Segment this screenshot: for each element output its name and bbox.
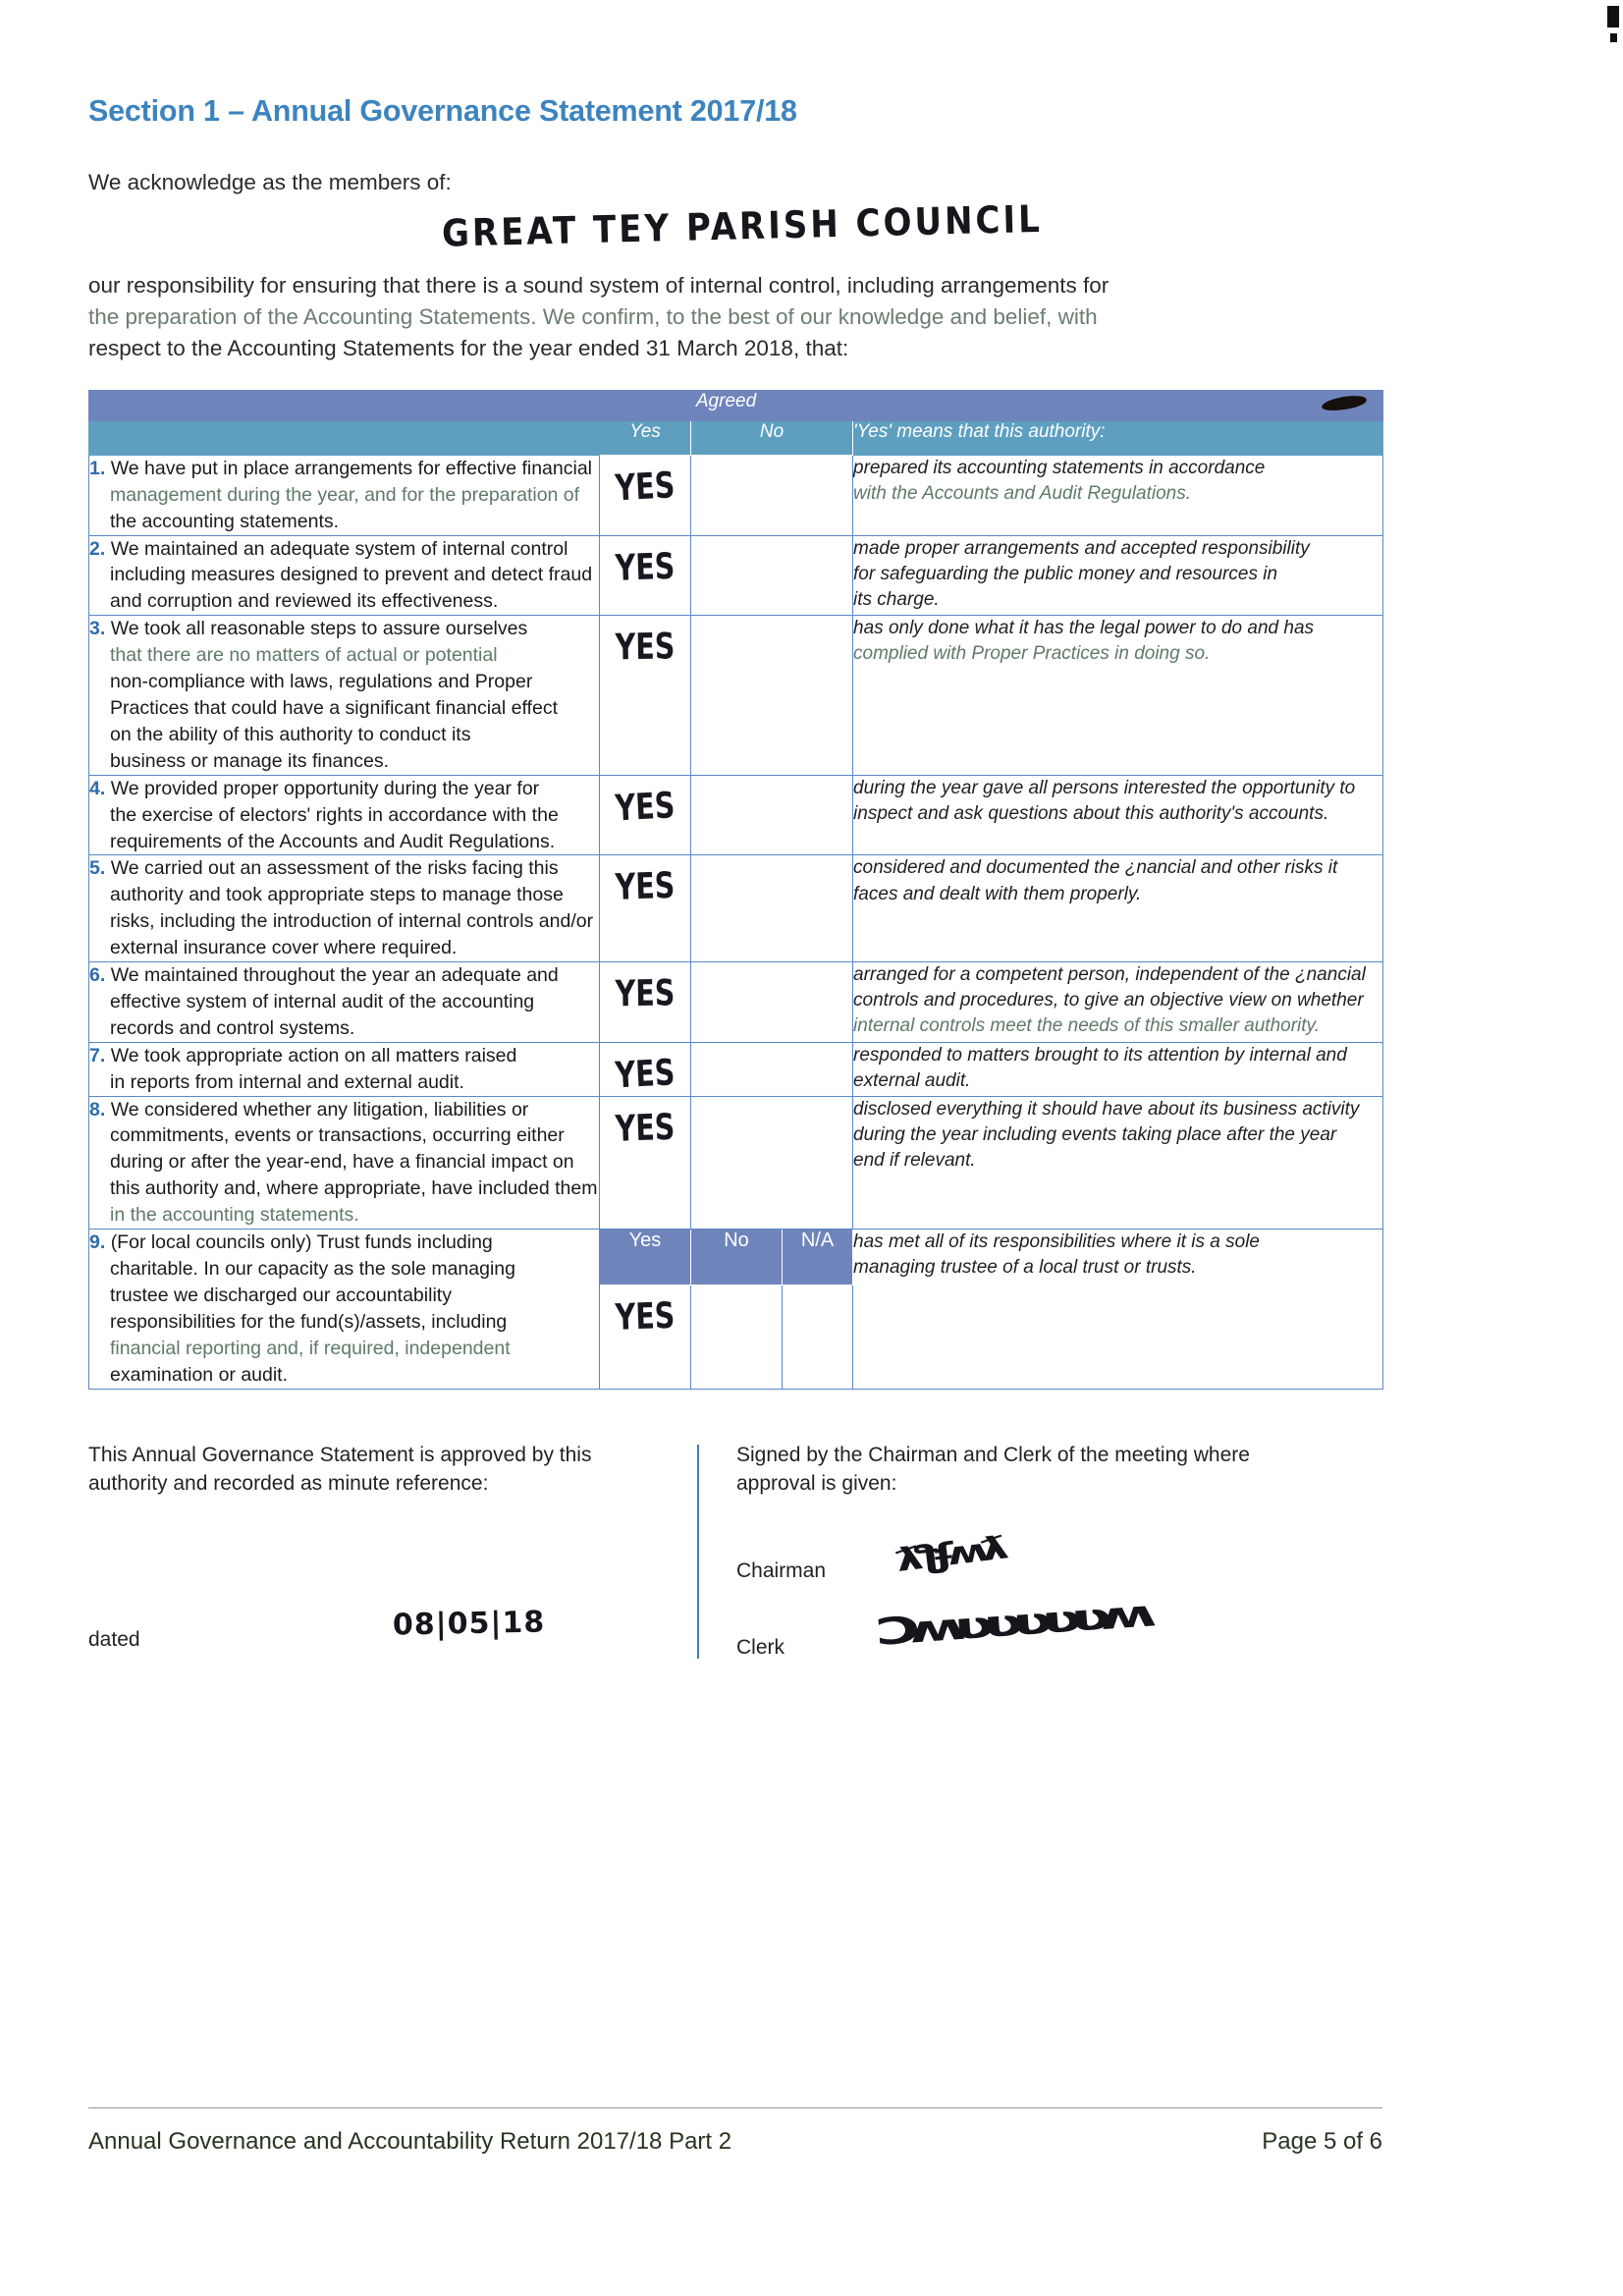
- statement-number: 8.: [89, 1098, 111, 1121]
- guidance-cell: [853, 855, 1383, 962]
- statement-number: 7.: [89, 1044, 111, 1066]
- statement-line: the exercise of electors' rights in accordance with the: [110, 803, 559, 826]
- guidance-cell: [853, 962, 1383, 1043]
- governance-statement-table: [88, 390, 1383, 1390]
- guidance-line: during the year including events taking place after the year: [853, 1123, 1337, 1145]
- table-row: [89, 775, 1383, 855]
- guidance-line: inspect and ask questions about this authority's accounts.: [853, 802, 1329, 824]
- statement-line: management during the year, and for the preparation of: [110, 483, 580, 506]
- approval-divider: [697, 1445, 699, 1659]
- statement-cell: [89, 1042, 600, 1096]
- signed-text-line-2: approval is given:: [736, 1472, 897, 1496]
- statement-cell: [89, 616, 600, 775]
- guidance-line: its charge.: [853, 588, 940, 610]
- guidance-line: controls and procedures, to give an objective view on whether: [853, 990, 1364, 1011]
- document-content: [88, 0, 1527, 1686]
- table-body: [89, 455, 1383, 1389]
- handwritten-answer: YES: [615, 972, 676, 1015]
- answer-yes-cell[interactable]: [600, 775, 691, 855]
- header-statement-cell: [89, 420, 600, 455]
- page-footer: [88, 2107, 1382, 2156]
- guidance-line: has only done what it has the legal power to do and has: [853, 618, 1315, 639]
- clerk-label: Clerk: [736, 1635, 785, 1659]
- guidance-line: managing trustee of a local trust or trusts.: [853, 1257, 1197, 1279]
- guidance-line: with the Accounts and Audit Regulations.: [853, 483, 1191, 505]
- statement-cell: [89, 962, 600, 1043]
- acknowledgement-line: We acknowledge as the members of:: [88, 170, 452, 194]
- statement-line: including measures designed to prevent and detect fraud: [110, 564, 593, 586]
- guidance-cell: [853, 1096, 1383, 1230]
- statement-cell: [89, 535, 600, 616]
- statement-line: We carried out an assessment of the risks facing this: [110, 857, 559, 880]
- guidance-cell: [853, 775, 1383, 855]
- statement-cell: [89, 775, 600, 855]
- statement-number: 6.: [89, 964, 111, 987]
- statement-line: charitable. In our capacity as the sole managing: [110, 1258, 515, 1280]
- statement-line: We took appropriate action on all matters raised: [110, 1044, 517, 1066]
- statement-line: Practices that could have a significant financial effect: [110, 696, 558, 719]
- signed-text-line-1: Signed by the Chairman and Clerk of the meeting where: [736, 1443, 1250, 1466]
- statement-line: requirements of the Accounts and Audit Regulations.: [110, 830, 556, 852]
- answer-yes-cell[interactable]: [600, 855, 691, 962]
- scan-artifact-mark: [1607, 6, 1619, 27]
- statement-line: effective system of internal audit of the accounting: [110, 990, 535, 1012]
- statement-line: (For local councils only) Trust funds including: [110, 1231, 493, 1254]
- statement-line: trustee we discharged our accountability: [110, 1284, 452, 1306]
- statement-line: this authority and, where appropriate, have included them: [110, 1177, 598, 1200]
- answer-no-cell[interactable]: [691, 1285, 783, 1389]
- guidance-line: responded to matters brought to its attention by internal and: [853, 1044, 1347, 1066]
- authority-name-field: [88, 195, 1527, 266]
- statement-line: We provided proper opportunity during the year for: [110, 777, 540, 799]
- statement-line: that there are no matters of actual or potential: [110, 644, 498, 667]
- answer-yes-cell[interactable]: [600, 535, 691, 616]
- table-row: [89, 1230, 1383, 1285]
- table-row: [89, 855, 1383, 962]
- header-agreed-label: Agreed: [695, 390, 757, 411]
- statement-cell: [89, 455, 600, 535]
- table-row: [89, 962, 1383, 1043]
- dated-value-handwritten: 08|05|18: [392, 1605, 546, 1643]
- statement-line: commitments, events or transactions, occurring either: [110, 1124, 565, 1147]
- statement-line: examination or audit.: [110, 1363, 289, 1386]
- dated-label: dated: [88, 1627, 140, 1651]
- statement-line: We maintained an adequate system of internal control: [110, 537, 568, 560]
- guidance-line: considered and documented the ¿nancial and other risks it: [853, 857, 1338, 879]
- table-row: [89, 616, 1383, 775]
- table-row: [89, 455, 1383, 535]
- chairman-label: Chairman: [736, 1558, 827, 1582]
- table-row: [89, 535, 1383, 616]
- statement-line: non-compliance with laws, regulations and Proper: [110, 671, 533, 693]
- answer-yes-cell[interactable]: [600, 455, 691, 535]
- guidance-cell: [853, 455, 1383, 535]
- guidance-line: made proper arrangements and accepted responsibility: [853, 537, 1310, 559]
- responsibility-line-3: respect to the Accounting Statements for the year ended 31 March 2018, that:: [88, 335, 849, 360]
- statement-line: risks, including the introduction of internal controls and/or: [110, 910, 594, 933]
- statement-number: 2.: [89, 537, 111, 560]
- handwritten-answer: YES: [614, 465, 676, 510]
- handwritten-answer: YES: [614, 865, 676, 909]
- responsibility-line-1: our responsibility for ensuring that there is a sound system of internal control, including arrangements for: [88, 273, 1109, 298]
- guidance-line: for safeguarding the public money and resources in: [853, 563, 1278, 584]
- answer-no-cell[interactable]: [691, 616, 853, 775]
- table-header-agreed-row: [89, 390, 1383, 420]
- statement-cell: [89, 1096, 600, 1230]
- answer-no-cell[interactable]: [691, 1096, 853, 1230]
- guidance-line: prepared its accounting statements in accordance: [853, 457, 1266, 478]
- answer-yes-cell[interactable]: [600, 1096, 691, 1230]
- header-spacer-cell-right: [853, 390, 1383, 420]
- statement-line: We took all reasonable steps to assure ourselves: [110, 618, 528, 640]
- statement-line: We have put in place arrangements for effective financial: [110, 457, 592, 479]
- guidance-line: has met all of its responsibilities where it is a sole: [853, 1231, 1260, 1253]
- statement-line: authority and took appropriate steps to manage those: [110, 884, 564, 906]
- guidance-line: end if relevant.: [853, 1150, 976, 1171]
- approval-text-line-2: authority and recorded as minute reference:: [88, 1472, 489, 1496]
- answer-na-cell[interactable]: [783, 1285, 853, 1389]
- guidance-line: arranged for a competent person, independent of the ¿nancial: [853, 964, 1366, 986]
- guidance-line: internal controls meet the needs of this smaller authority.: [853, 1015, 1320, 1037]
- answer-no-cell[interactable]: [691, 962, 853, 1043]
- statement-cell: [89, 1230, 600, 1389]
- authority-name-handwritten: GREAT TEY PARISH COUNCIL: [441, 197, 1044, 256]
- clerk-signature: Ɔʍʋʋʋʋʋʍ: [874, 1592, 1147, 1654]
- approval-section: [88, 1441, 1382, 1686]
- answer-no-cell[interactable]: [691, 1042, 853, 1096]
- statement-line: and corruption and reviewed its effectiveness.: [110, 590, 499, 613]
- statement-number: 1.: [89, 457, 111, 479]
- responsibility-line-2: the preparation of the Accounting Statements. We confirm, to the best of our knowledge and belief, with: [88, 303, 1098, 329]
- answer-yes-cell[interactable]: [600, 1042, 691, 1096]
- header-yes-cell: Yes: [600, 420, 691, 455]
- guidance-cell: [853, 616, 1383, 775]
- statement-line: responsibilities for the fund(s)/assets, including: [110, 1310, 508, 1333]
- guidance-line: faces and dealt with them properly.: [853, 883, 1142, 904]
- guidance-cell: [853, 1042, 1383, 1096]
- statement-cell: [89, 855, 600, 962]
- table-row: [89, 1042, 1383, 1096]
- guidance-line: external audit.: [853, 1069, 971, 1091]
- responsibility-paragraph: [88, 270, 1527, 364]
- statement-line: the accounting statements.: [110, 510, 340, 532]
- handwritten-answer: YES: [614, 1106, 676, 1150]
- chairman-signature: ƛƪʄʍƛ: [894, 1529, 1004, 1579]
- header-no-cell: No: [691, 420, 853, 455]
- guidance-cell: [853, 535, 1383, 616]
- page-title: Section 1 – Annual Governance Statement 2017/18: [88, 94, 797, 128]
- guidance-line: disclosed everything it should have about its business activity: [853, 1098, 1360, 1120]
- answer-no-cell[interactable]: [691, 775, 853, 855]
- statement-line: business or manage its finances.: [110, 749, 389, 772]
- statement-number: 5.: [89, 857, 111, 880]
- row9-header-no: No: [691, 1230, 783, 1285]
- footer-page-number: Page 5 of 6: [1262, 2128, 1382, 2155]
- header-agreed-cell: [600, 390, 853, 420]
- answer-yes-cell[interactable]: [600, 616, 691, 775]
- handwritten-answer: YES: [614, 784, 676, 830]
- answer-no-cell[interactable]: [691, 535, 853, 616]
- guidance-line: during the year gave all persons interested the opportunity to: [853, 777, 1356, 798]
- approval-left-block: [88, 1441, 697, 1686]
- answer-no-cell[interactable]: [691, 455, 853, 535]
- handwritten-answer: YES: [614, 1051, 676, 1097]
- approval-right-block: [736, 1441, 1382, 1686]
- handwritten-answer: YES: [614, 545, 676, 589]
- statement-line: during or after the year-end, have a financial impact on: [110, 1151, 574, 1174]
- scan-artifact-mark: [1610, 33, 1617, 42]
- handwritten-answer: YES: [615, 626, 676, 670]
- answer-no-cell[interactable]: [691, 855, 853, 962]
- statement-line: in the accounting statements.: [110, 1204, 359, 1227]
- row9-header-na: N/A: [783, 1230, 853, 1285]
- statement-number: 3.: [89, 618, 111, 640]
- footer-document-title: Annual Governance and Accountability Return 2017/18 Part 2: [88, 2128, 732, 2155]
- header-spacer-cell: [89, 390, 600, 420]
- statement-line: external insurance cover where required.: [110, 937, 458, 959]
- handwritten-answer: YES: [614, 1295, 676, 1339]
- guidance-line: complied with Proper Practices in doing so.: [853, 643, 1211, 665]
- statement-number: 4.: [89, 777, 111, 799]
- row9-header-yes: Yes: [600, 1230, 691, 1285]
- answer-yes-cell[interactable]: [600, 962, 691, 1043]
- statement-line: records and control systems.: [110, 1016, 355, 1039]
- answer-yes-cell[interactable]: [600, 1285, 691, 1389]
- guidance-cell: [853, 1230, 1383, 1389]
- header-yes-means-cell: 'Yes' means that this authority:: [853, 420, 1383, 455]
- approval-text-line-1: This Annual Governance Statement is approved by this: [88, 1443, 592, 1466]
- statement-line: We considered whether any litigation, liabilities or: [110, 1098, 529, 1121]
- statement-line: financial reporting and, if required, independent: [110, 1337, 511, 1359]
- table-header-columns-row: [89, 420, 1383, 455]
- statement-line: in reports from internal and external audit.: [110, 1070, 464, 1093]
- table-row: [89, 1096, 1383, 1230]
- statement-line: on the ability of this authority to conduct its: [110, 723, 471, 745]
- statement-line: We maintained throughout the year an adequate and: [110, 964, 559, 987]
- statement-number: 9.: [89, 1231, 111, 1254]
- footer-row: [88, 2108, 1382, 2156]
